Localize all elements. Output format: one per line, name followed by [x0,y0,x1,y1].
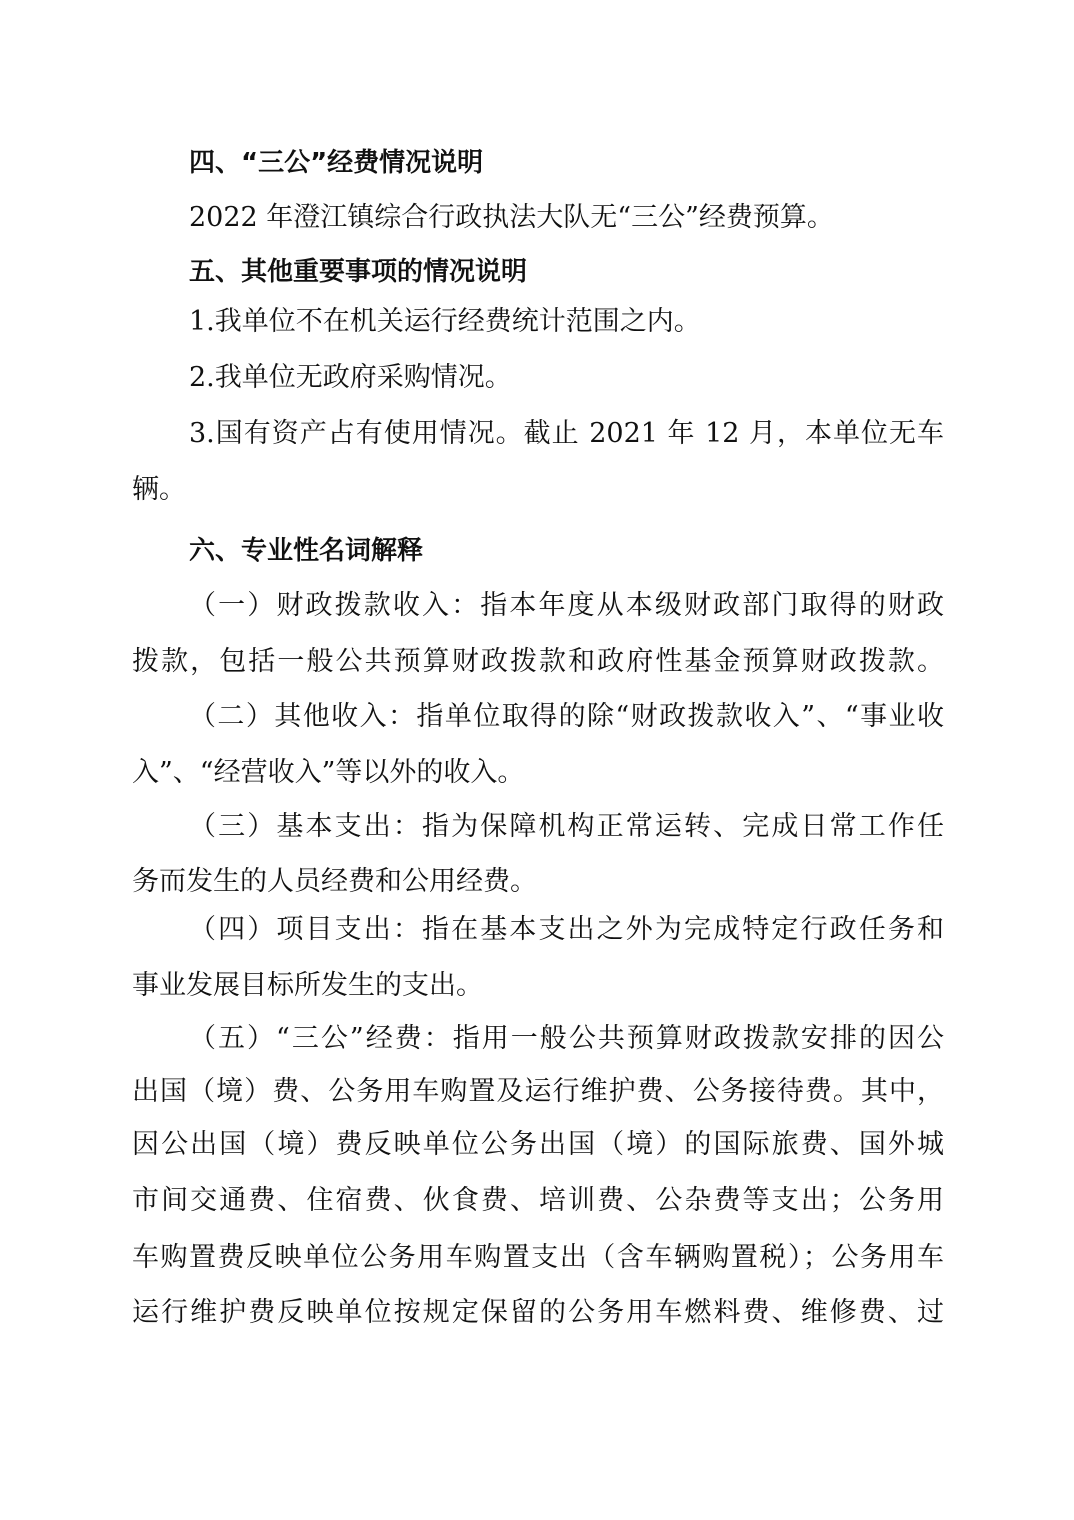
section-five-item-3-line-2: 辆。 [132,474,186,505]
definition-5-line-2: 出国（境）费、公务用车购置及运行维护费、公务接待费。其中， [132,1076,944,1107]
definition-4-line-1: （四）项目支出：指在基本支出之外为完成特定行政任务和 [189,914,944,945]
section-four-heading: 四、“三公”经费情况说明 [189,148,484,178]
definition-3-line-1: （三）基本支出：指为保障机构正常运转、完成日常工作任 [189,811,944,842]
definition-1-line-2: 拨款，包括一般公共预算财政拨款和政府性基金预算财政拨款。 [132,646,944,677]
definition-5-line-1: （五）“三公”经费：指用一般公共预算财政拨款安排的因公 [189,1023,944,1054]
definition-5-line-3: 因公出国（境）费反映单位公务出国（境）的国际旅费、国外城 [132,1129,944,1160]
definition-5-line-5: 车购置费反映单位公务用车购置支出（含车辆购置税）；公务用车 [132,1242,944,1273]
section-five-item-3-line-1: 3.国有资产占有使用情况。截止 2021 年 12 月，本单位无车 [189,418,944,449]
definition-2-line-2: 入”、“经营收入”等以外的收入。 [132,757,525,788]
definition-2-line-1: （二）其他收入：指单位取得的除“财政拨款收入”、“事业收 [189,701,944,732]
definition-5-line-4: 市间交通费、住宿费、伙食费、培训费、公杂费等支出；公务用 [132,1185,944,1216]
definition-4-line-2: 事业发展目标所发生的支出。 [132,970,483,1001]
section-five-heading: 五、其他重要事项的情况说明 [189,257,528,287]
section-four-paragraph: 2022 年澄江镇综合行政执法大队无“三公”经费预算。 [189,202,834,233]
definition-1-line-1: （一）财政拨款收入：指本年度从本级财政部门取得的财政 [189,590,944,621]
definition-5-line-6: 运行维护费反映单位按规定保留的公务用车燃料费、维修费、过 [132,1297,944,1328]
section-six-heading: 六、专业性名词解释 [189,536,424,566]
definition-3-line-2: 务而发生的人员经费和公用经费。 [132,866,537,897]
section-five-item-2: 2.我单位无政府采购情况。 [189,362,512,393]
section-five-item-1: 1.我单位不在机关运行经费统计范围之内。 [189,306,701,337]
